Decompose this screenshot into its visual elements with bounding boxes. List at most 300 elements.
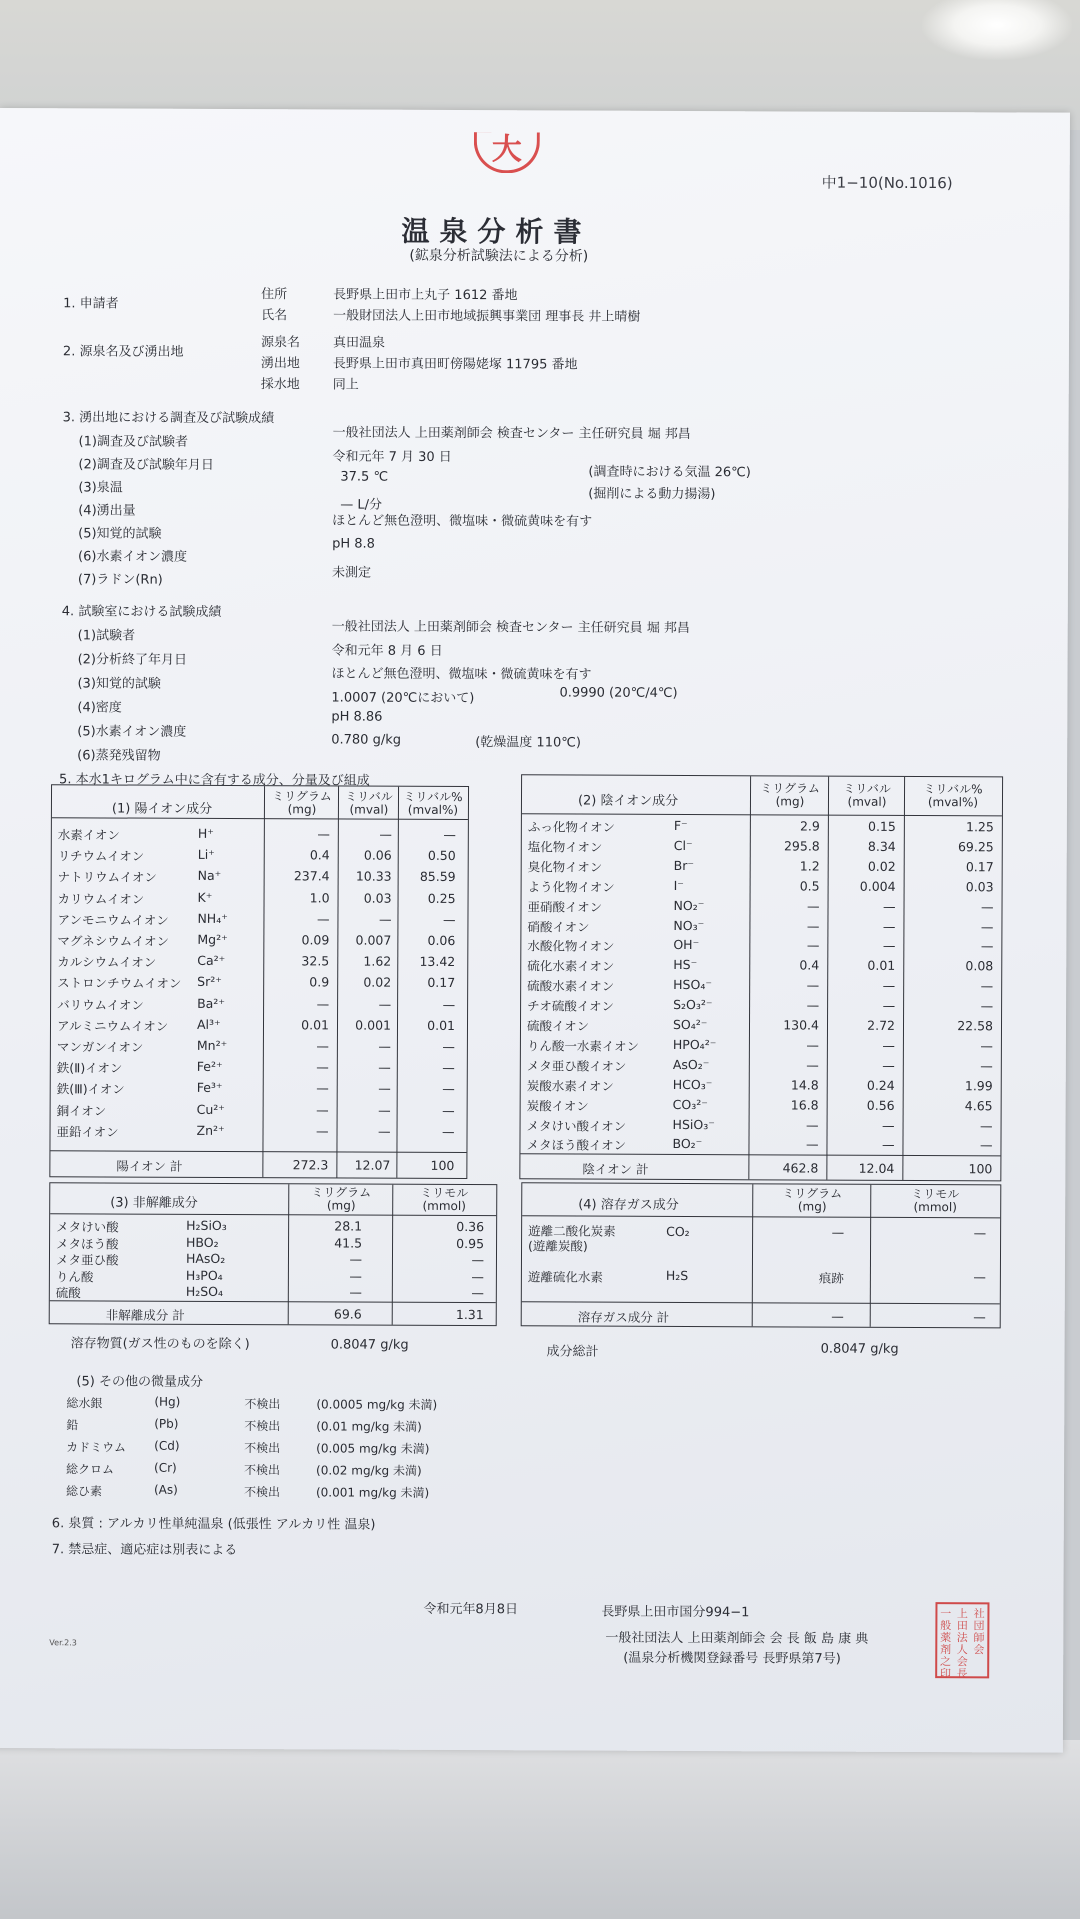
cation-formula: Li⁺ <box>197 847 215 863</box>
cation-total-label: 陽イオン 計 <box>116 1158 183 1174</box>
s3-date-label: (2)調査及び試験年月日 <box>78 457 214 473</box>
s3-sensory-value: ほとんど無色澄明、微塩味・微硫黄味を有す <box>332 513 593 530</box>
s3-temp-label: (3)泉温 <box>78 480 123 496</box>
cation-mg: 0.09 <box>301 932 330 948</box>
anion-mval: 0.02 <box>867 858 896 874</box>
nondissociated-formula: H₂SiO₃ <box>186 1217 227 1234</box>
cation-mg: 0.9 <box>309 974 330 990</box>
issuer-organization: 一般社団法人 上田薬剤師会 会 長 飯 島 康 典 <box>605 1630 869 1647</box>
anion-mg: — <box>806 937 820 953</box>
cation-mval: 0.03 <box>363 890 392 906</box>
cation-name: 鉄(Ⅲ)イオン <box>56 1081 125 1097</box>
cation-mval: 1.62 <box>363 953 392 969</box>
cation-name: ストロンチウムイオン <box>57 975 182 992</box>
anion-mvalpct: 69.25 <box>957 839 994 855</box>
cation-mval: 0.001 <box>355 1017 392 1033</box>
cation-mg: 0.01 <box>301 1017 330 1033</box>
sampling-location-value: 同上 <box>332 377 359 393</box>
cation-formula: K⁺ <box>197 889 213 905</box>
cation-mval: — <box>378 1102 391 1118</box>
cation-mval: — <box>379 826 392 842</box>
anion-mval: — <box>882 1117 895 1133</box>
trace-symbol: (Hg) <box>154 1394 181 1409</box>
section2-label: 2. 源泉名及び湧出地 <box>62 344 184 360</box>
component-total-label: 成分総計 <box>546 1344 599 1360</box>
anion-mvalpct: — <box>980 978 994 994</box>
cation-name: カリウムイオン <box>57 890 145 907</box>
nondissociated-formula: HAsO₂ <box>185 1250 226 1266</box>
anion-formula: NO₃⁻ <box>673 917 705 933</box>
nondissociated-mmol: 0.36 <box>456 1219 485 1235</box>
s4-residue-value2: (乾燥温度 110℃) <box>475 735 581 751</box>
cation-formula: Na⁺ <box>197 868 222 884</box>
anion-mval: — <box>881 1137 895 1153</box>
anion-mvalpct: — <box>980 898 994 914</box>
anion-formula: AsO₂⁻ <box>672 1056 710 1072</box>
seal-glyph: 社団 <box>973 1607 985 1633</box>
cation-mg: 237.4 <box>293 868 330 884</box>
cation-mvalpct: 0.50 <box>427 848 456 864</box>
contraindications-note: 7. 禁忌症、適応症は別表による <box>51 1542 238 1559</box>
anion-formula: Cl⁻ <box>673 837 693 853</box>
cation-mval: 0.06 <box>363 847 392 863</box>
s3-flow-label: (4)湧出量 <box>78 503 136 519</box>
cation-name: 亜鉛イオン <box>56 1124 119 1140</box>
cation-mvalpct: 85.59 <box>419 869 456 885</box>
seal-glyph <box>970 1656 987 1680</box>
cation-formula: Fe³⁺ <box>196 1080 223 1096</box>
anion-mval: — <box>882 997 896 1014</box>
analysis-document <box>0 108 1070 1753</box>
anion-name: ふっ化物イオン <box>527 819 616 835</box>
dissolved-gas-table-title: (4) 溶存ガス成分 <box>578 1197 679 1213</box>
nondissociated-mmol: — <box>471 1285 484 1301</box>
s3-radon-value: 未測定 <box>331 565 372 581</box>
anion-name: 臭化物イオン <box>527 859 603 875</box>
cation-mvalpct: — <box>442 1038 455 1054</box>
anion-mvalpct: 1.99 <box>964 1077 993 1094</box>
trace-limit: (0.001 mg/kg 未満) <box>315 1485 430 1500</box>
anion-formula: OH⁻ <box>673 937 700 953</box>
s3-tester-label: (1)調査及び試験者 <box>78 434 188 450</box>
trace-symbol: (Pb) <box>154 1416 179 1431</box>
cation-mvalpct: — <box>442 1081 455 1097</box>
anion-mg: — <box>806 1037 819 1053</box>
trace-symbol: (Cd) <box>154 1438 180 1453</box>
top-seal-stamp: 大 <box>474 132 540 173</box>
cation-name: マグネシウムイオン <box>57 933 170 949</box>
gas-total-label: 溶存ガス成分 計 <box>577 1309 670 1325</box>
anion-mg: 0.5 <box>799 878 820 894</box>
anion-mg: — <box>805 1136 819 1152</box>
cation-name: アンモニウムイオン <box>57 912 169 928</box>
anion-name: チオ硫酸イオン <box>527 998 615 1014</box>
gas-header-mmol: ミリモル (mmol) <box>911 1186 960 1215</box>
trace-symbol: (Cr) <box>154 1460 177 1475</box>
cation-table <box>49 784 469 1179</box>
cation-formula: Fe²⁺ <box>196 1059 223 1075</box>
cation-formula: Mn²⁺ <box>196 1037 228 1054</box>
cation-mvalpct: 0.17 <box>427 975 456 991</box>
s3-date-value: 令和元年 7 月 30 日 <box>332 449 452 465</box>
s4-date-value: 令和元年 8 月 6 日 <box>331 643 443 659</box>
applicant-name-value: 一般財団法人上田市地域振興事業団 理事長 井上晴樹 <box>333 308 641 325</box>
trace-result: 不検出 <box>244 1397 281 1412</box>
anion-mval: 0.24 <box>866 1077 895 1093</box>
anion-mvalpct: 1.25 <box>965 819 994 835</box>
section5-label: 5. 本水1キログラム中に含有する成分、分量及び組成 <box>59 772 370 789</box>
nondissociated-total-mmol: 1.31 <box>455 1307 484 1323</box>
gas-h2s-mg: 痕跡 <box>818 1270 844 1286</box>
cation-mg: — <box>316 1080 329 1096</box>
anion-mvalpct: — <box>980 1058 993 1074</box>
applicant-name-key: 氏名 <box>261 308 288 324</box>
cation-mg: — <box>317 826 330 842</box>
anion-header-mg: ミリグラム (mg) <box>760 781 820 809</box>
dissolved-substance-value: 0.8047 g/kg <box>330 1337 409 1353</box>
cation-formula: NH₄⁺ <box>197 910 228 926</box>
s3-tester-value: 一般社団法人 上田薬剤師会 検査センター 主任研究員 堀 邦昌 <box>332 425 691 443</box>
nondissociated-name: メタ亜ひ酸 <box>55 1252 119 1268</box>
seal-glyph: 之印 <box>939 1655 952 1681</box>
anion-formula: SO₄²⁻ <box>672 1016 708 1033</box>
nondissociated-name: メタけい酸 <box>56 1219 119 1235</box>
cation-mg: 1.0 <box>309 889 330 906</box>
anion-formula: Br⁻ <box>673 857 695 873</box>
cation-mg: 0.4 <box>309 847 330 863</box>
anion-mval: — <box>882 898 896 914</box>
s4-sensory-label: (3)知覚的試験 <box>77 676 161 692</box>
cation-formula: Al³⁺ <box>196 1016 221 1032</box>
gas-total-mmol: — <box>973 1309 986 1325</box>
anion-total-mval: 12.04 <box>858 1160 895 1176</box>
anion-name: 炭酸イオン <box>526 1097 589 1114</box>
anion-formula: HPO₄²⁻ <box>672 1036 717 1053</box>
cation-total-mg: 272.3 <box>292 1157 329 1173</box>
anion-mg: 16.8 <box>790 1097 819 1113</box>
trace-name: カドミウム <box>66 1440 127 1455</box>
s3-ph-label: (6)水素イオン濃度 <box>78 549 188 565</box>
cation-mvalpct: 0.25 <box>427 890 456 906</box>
anion-formula: HSiO₃⁻ <box>672 1116 715 1132</box>
nondissociated-name: りん酸 <box>55 1268 94 1284</box>
anion-mg: — <box>806 918 820 934</box>
anion-mg: — <box>806 1117 819 1133</box>
president-seal-stamp <box>935 1602 989 1681</box>
anion-mg: 1.2 <box>799 858 820 874</box>
anion-formula: NO₂⁻ <box>673 897 705 913</box>
cation-mval: — <box>378 1059 391 1075</box>
nondissociated-mmol: — <box>471 1252 485 1268</box>
s4-residue-value: 0.780 g/kg <box>331 732 402 748</box>
anion-mvalpct: 0.03 <box>965 878 994 895</box>
anion-name: 亜硝酸イオン <box>527 898 603 915</box>
anion-mval: — <box>882 1037 895 1053</box>
anion-formula: I⁻ <box>673 877 684 893</box>
nondissociated-mmol: — <box>471 1268 484 1284</box>
anion-mvalpct: — <box>980 1038 993 1054</box>
nondissociated-name: 硫酸 <box>55 1285 81 1301</box>
anion-name: 硝酸イオン <box>527 918 590 935</box>
applicant-address-value: 長野県上田市上丸子 1612 番地 <box>333 287 518 304</box>
seal-glyph: 法人 <box>956 1631 968 1657</box>
anion-header-mval: ミリバル (mval) <box>843 781 891 809</box>
source-name-key: 源泉名 <box>260 335 301 351</box>
trace-limit: (0.0005 mg/kg 未満) <box>316 1397 438 1412</box>
nondissociated-table-title: (3) 非解離成分 <box>110 1195 198 1211</box>
anion-table <box>519 774 1003 1181</box>
anion-name: 水酸化物イオン <box>527 938 615 955</box>
anion-mvalpct: 4.65 <box>964 1097 993 1113</box>
document-title: 温泉分析書 <box>401 214 592 249</box>
cation-formula: Ba²⁺ <box>197 995 225 1011</box>
s4-ph-value: pH 8.86 <box>331 709 383 725</box>
trace-name: 鉛 <box>66 1418 79 1433</box>
cation-name: バリウムイオン <box>57 996 144 1013</box>
nondissociated-header-mmol: ミリモル (mmol) <box>420 1185 469 1214</box>
s3-temp-note: (調査時における気温 26℃) <box>588 464 751 481</box>
cation-mvalpct: — <box>442 996 456 1012</box>
cation-mvalpct: — <box>442 1123 455 1139</box>
cation-mvalpct: — <box>442 911 456 927</box>
nondissociated-formula: H₃PO₄ <box>185 1267 223 1283</box>
anion-table-title: (2) 陰イオン成分 <box>577 793 679 809</box>
anion-formula: F⁻ <box>673 817 688 834</box>
anion-mvalpct: 0.08 <box>965 958 994 974</box>
cation-mval: — <box>378 996 392 1012</box>
cation-mvalpct: 0.01 <box>427 1017 456 1033</box>
cation-formula: Sr²⁺ <box>197 974 222 990</box>
cation-name: ナトリウムイオン <box>57 869 157 886</box>
document-number: 中1−10(No.1016) <box>821 173 953 193</box>
gas-co2-mg: — <box>831 1224 845 1240</box>
gas-h2s-formula: H₂S <box>665 1267 689 1284</box>
cation-mvalpct: — <box>443 826 456 842</box>
spring-quality: 6. 泉質 : アルカリ性単純温泉 (低張性 アルカリ性 温泉) <box>51 1516 376 1533</box>
anion-mval: 0.15 <box>867 818 896 834</box>
cation-mvalpct: 0.06 <box>427 932 456 948</box>
s4-sensory-value: ほとんど無色澄明、微塩味・微硫黄味を有す <box>331 666 592 683</box>
s4-tester-label: (1)試験者 <box>77 628 136 644</box>
cation-mvalpct: 13.42 <box>419 954 456 970</box>
anion-formula: S₂O₃²⁻ <box>673 997 713 1013</box>
nondissociated-mg: 28.1 <box>334 1218 363 1234</box>
anion-header-mvalpct: ミリバル% (mval%) <box>923 782 983 810</box>
anion-mvalpct: — <box>980 938 994 954</box>
gas-co2-formula: CO₂ <box>666 1223 690 1240</box>
anion-mg: 0.4 <box>799 957 820 973</box>
cation-mval: 0.02 <box>363 974 392 991</box>
cation-total-mval: 12.07 <box>354 1157 391 1173</box>
s4-density-label: (4)密度 <box>77 700 122 716</box>
background-wall-bottom <box>0 1740 1080 1919</box>
nondissociated-mg: — <box>349 1284 362 1300</box>
cation-mval: — <box>378 1081 391 1097</box>
dissolved-substance-label: 溶存物質(ガス性のものを除く) <box>70 1336 250 1353</box>
anion-mval: 0.004 <box>859 878 896 894</box>
anion-name: 硫酸イオン <box>526 1018 590 1034</box>
issuer-address: 長野県上田市国分994−1 <box>601 1604 750 1621</box>
s3-flow-note: (掘削による動力揚湯) <box>588 486 716 503</box>
s3-temp-value: 37.5 ℃ <box>340 469 389 485</box>
anion-mval: 8.34 <box>867 838 896 854</box>
cation-mval: 10.33 <box>355 868 392 885</box>
nondissociated-mg: 41.5 <box>334 1234 363 1251</box>
anion-mvalpct: — <box>979 1137 993 1153</box>
nondissociated-table <box>49 1182 498 1326</box>
issuer-registration: (温泉分析機関登録番号 長野県第7号) <box>623 1650 841 1667</box>
cation-mg: — <box>316 1059 329 1075</box>
nondissociated-mg: — <box>349 1251 363 1267</box>
cation-header-mg: ミリグラム (mg) <box>272 789 332 817</box>
cation-mvalpct: — <box>442 1060 455 1076</box>
s4-date-label: (2)分析終了年月日 <box>77 652 188 668</box>
trace-result: 不検出 <box>244 1441 281 1456</box>
cation-formula: H⁺ <box>197 825 214 841</box>
cation-name: 銅イオン <box>56 1102 107 1119</box>
gas-h2s-mmol: — <box>973 1269 986 1285</box>
anion-mval: 0.01 <box>867 958 896 974</box>
cation-mval: — <box>378 1123 391 1139</box>
cation-mval: 0.007 <box>355 932 392 948</box>
trace-name: 総ひ素 <box>65 1484 103 1499</box>
anion-mval: — <box>882 918 896 934</box>
s3-flow-value: — L/分 <box>340 497 383 513</box>
trace-name: 総水銀 <box>66 1396 103 1411</box>
spring-location-key: 湧出地 <box>260 356 300 372</box>
anion-name: メタけい酸イオン <box>526 1117 627 1134</box>
cation-formula: Mg²⁺ <box>197 931 228 948</box>
anion-mval: — <box>882 978 896 994</box>
seal-glyph: 一般 <box>940 1607 952 1633</box>
cation-mg: 32.5 <box>301 953 330 969</box>
gas-co2-mmol: — <box>973 1225 987 1241</box>
cation-mval: — <box>378 911 392 927</box>
anion-mvalpct: 0.17 <box>965 859 994 875</box>
anion-mvalpct: 22.58 <box>957 1018 994 1034</box>
trace-limit: (0.01 mg/kg 未満) <box>316 1419 422 1434</box>
version-mark: Ver.2.3 <box>49 1638 77 1648</box>
anion-formula: HCO₃⁻ <box>672 1076 713 1092</box>
anion-name: よう化物イオン <box>527 878 615 895</box>
cation-mg: — <box>316 1038 329 1054</box>
anion-name: りん酸一水素イオン <box>526 1038 640 1054</box>
anion-mg: 130.4 <box>783 1017 820 1033</box>
cation-mg: — <box>316 911 330 927</box>
s4-density-value: 1.0007 (20℃において) <box>331 690 475 707</box>
anion-mval: — <box>882 1057 895 1073</box>
trace-limit: (0.005 mg/kg 未満) <box>316 1441 430 1456</box>
cation-mg: — <box>316 995 330 1012</box>
seal-glyph: 薬剤 <box>940 1631 952 1657</box>
anion-mval: — <box>882 938 896 954</box>
cation-table-title: (1) 陽イオン成分 <box>111 801 213 817</box>
anion-name: 硫化水素イオン <box>527 958 615 974</box>
anion-mg: 295.8 <box>783 838 820 854</box>
trace-limit: (0.02 mg/kg 未満) <box>316 1463 422 1478</box>
spring-location-value: 長野県上田市真田町傍陽姥塚 11795 番地 <box>332 356 578 373</box>
nondissociated-mg: — <box>349 1268 362 1284</box>
cation-name: アルミニウムイオン <box>56 1018 169 1034</box>
cation-name: 鉄(Ⅱ)イオン <box>56 1060 123 1076</box>
section3-label: 3. 湧出地における調査及び試験成績 <box>62 410 275 427</box>
cation-name: カルシウムイオン <box>57 954 157 970</box>
anion-mg: — <box>806 898 820 914</box>
cation-header-mval: ミリバル (mval) <box>345 789 393 817</box>
issue-date: 令和元年8月8日 <box>423 1601 519 1618</box>
anion-name: 塩化物イオン <box>527 839 603 855</box>
anion-mg: 2.9 <box>799 818 820 834</box>
cation-total-mvalpct: 100 <box>430 1157 455 1173</box>
anion-name: 硫酸水素イオン <box>527 978 615 994</box>
anion-total-label: 陰イオン 計 <box>582 1161 649 1177</box>
cation-name: 水素イオン <box>57 827 121 843</box>
cation-formula: Cu²⁺ <box>196 1101 225 1117</box>
document-subtitle: (鉱泉分析試験法による分析) <box>409 247 589 265</box>
nondissociated-formula: HBO₂ <box>186 1234 219 1250</box>
trace-result: 不検出 <box>244 1419 281 1434</box>
s3-radon-label: (7)ラドン(Rn) <box>77 572 163 588</box>
s3-sensory-label: (5)知覚的試験 <box>78 526 162 542</box>
gas-total-mg: — <box>831 1308 844 1324</box>
seal-glyph: 会長 <box>956 1655 968 1681</box>
anion-mvalpct: — <box>980 918 994 934</box>
s3-ph-value: pH 8.8 <box>332 536 375 552</box>
nondissociated-name: メタほう酸 <box>56 1235 119 1252</box>
cation-mval: — <box>378 1038 391 1054</box>
gas-h2s-name: 遊離硫化水素 <box>527 1269 603 1285</box>
anion-name: メタ亜ひ酸イオン <box>526 1058 627 1074</box>
nondissociated-total-mg: 69.6 <box>333 1306 362 1322</box>
s4-density-value2: 0.9990 (20℃/4℃) <box>559 685 678 701</box>
nondissociated-formula: H₂SO₄ <box>185 1283 224 1299</box>
anion-mval: 2.72 <box>867 1017 896 1033</box>
nondissociated-mmol: 0.95 <box>456 1235 485 1251</box>
trace-result: 不検出 <box>244 1463 281 1478</box>
anion-mg: — <box>806 997 820 1013</box>
anion-mg: 14.8 <box>790 1077 819 1093</box>
cation-name: マンガンイオン <box>56 1039 144 1055</box>
anion-mvalpct: — <box>980 998 994 1014</box>
trace-title: (5) その他の微量成分 <box>76 1374 204 1390</box>
cation-mg: — <box>316 1101 329 1118</box>
anion-total-mvalpct: 100 <box>968 1161 993 1177</box>
cation-formula: Ca²⁺ <box>197 953 226 969</box>
s4-tester-value: 一般社団法人 上田薬剤師会 検査センター 主任研究員 堀 邦昌 <box>331 619 690 637</box>
cation-mvalpct: — <box>442 1102 455 1118</box>
section4-label: 4. 試験室における試験成績 <box>61 604 222 620</box>
trace-name: 総クロム <box>66 1462 115 1477</box>
seal-glyph: 師会 <box>973 1631 985 1657</box>
anion-formula: HS⁻ <box>673 957 698 973</box>
s4-residue-label: (6)蒸発残留物 <box>77 748 161 764</box>
anion-name: メタほう酸イオン <box>526 1137 627 1154</box>
cation-mg: — <box>316 1123 329 1139</box>
source-name-value: 真田温泉 <box>332 335 386 351</box>
light-glare <box>922 0 1072 60</box>
s4-ph-label: (5)水素イオン濃度 <box>77 724 187 740</box>
dissolved-gas-table <box>521 1182 1002 1328</box>
trace-symbol: (As) <box>153 1482 178 1497</box>
cation-formula: Zn²⁺ <box>196 1122 225 1138</box>
gas-header-mg: ミリグラム (mg) <box>782 1186 843 1214</box>
nondissociated-total-label: 非解離成分 計 <box>105 1307 185 1323</box>
gas-co2-name: 遊離二酸化炭素 (遊離炭酸) <box>528 1223 616 1254</box>
cation-name: リチウムイオン <box>57 848 145 864</box>
anion-mval: 0.56 <box>866 1097 895 1113</box>
anion-mg: — <box>806 1057 819 1073</box>
component-total-value: 0.8047 g/kg <box>820 1341 899 1357</box>
